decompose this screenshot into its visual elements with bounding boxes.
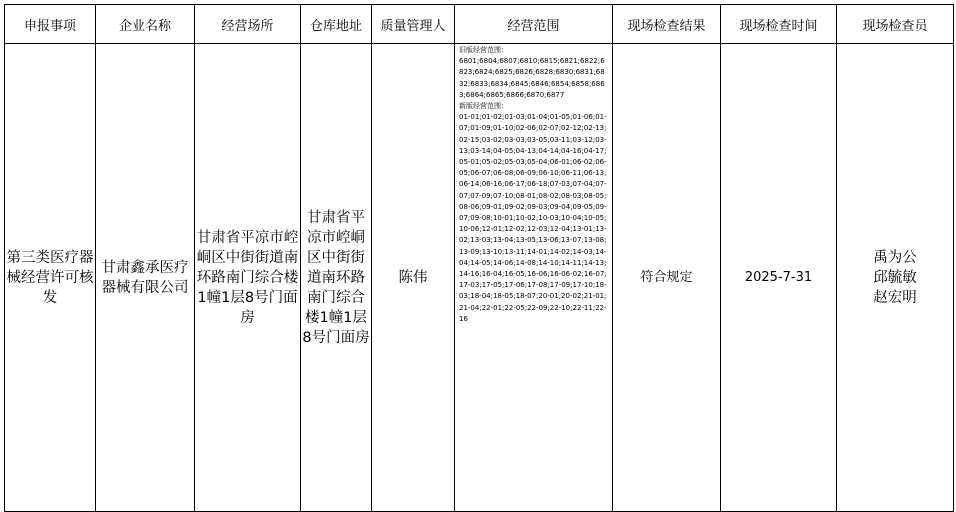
header-inspectors: 现场检查员 bbox=[837, 5, 954, 44]
table-row bbox=[5, 44, 954, 512]
inspector-name: 禹为公 bbox=[873, 249, 917, 266]
scope-old-codes: 6801;6804;6807;6810;6815;6821;6822;6823;6824;6825;6826;6828;6830;6831;6832;6833;6834;6845;6846;6854;6858;6863;6864;6865;6866;6870;6877 bbox=[459, 57, 605, 99]
header-company: 企业名称 bbox=[96, 5, 195, 44]
header-date: 现场检查时间 bbox=[721, 5, 837, 44]
inspector-name: 邱毓敏 bbox=[873, 269, 917, 286]
header-scope: 经营范围 bbox=[455, 5, 613, 44]
cell-location: 甘肃省平凉市崆峒区中街街道南环路南门综合楼1幢1层8号门面房 bbox=[195, 44, 301, 512]
scope-new-title: 新版经营范围： bbox=[459, 102, 508, 111]
cell-manager: 陈伟 bbox=[372, 44, 455, 512]
cell-result: 符合规定 bbox=[613, 44, 721, 512]
header-result: 现场检查结果 bbox=[613, 5, 721, 44]
header-warehouse: 仓库地址 bbox=[301, 5, 372, 44]
cell-inspectors bbox=[837, 44, 954, 512]
cell-scope bbox=[455, 44, 613, 512]
inspector-name: 赵宏明 bbox=[873, 289, 917, 306]
inspection-table bbox=[4, 4, 954, 512]
header-item: 申报事项 bbox=[5, 5, 96, 44]
cell-date: 2025-7-31 bbox=[721, 44, 837, 512]
scope-new-codes: 01-01;01-02;01-03;01-04;01-05;01-06;01-07;01-09;01-10;02-06;02-07;02-12;02-13;02-15;03-02;03-03;03-05;03-11;03-12;03-13;03-14;04-05;04-13;04-14;04-16;04-17;05-01;05-02;05-03;05-04;06-01;06-02;06-05;06-07;06-08;06-09;06-10;06-11;06-13;06-14;06-16;06-17;06-18;07-03;07-04;07-07;07-09;07-10;08-01;08-02;08-03;08-05;08-06;09-01;09-02;09-03;09-04;09-05;09-07;09-08;10-01;10-02;10-03;10-04;10-05;10-06;12-01;12-02;12-03;12-04;13-01;13-02;13-03;13-04;13-05;13-06;13-07;13-08;13-09;13-10;13-11;14-01;14-02;14-03;14-04;14-05;14-06;14-08;14-10;14-11;14-13;14-16;16-04;16-05;16-06;16-06-02;16-07;17-03;17-05;17-06;17-08;17-09;17-10;18-03;18-04;18-05;18-07;20-01;20-02;21-01;21-04;22-01;22-05;22-09;22-10;22-11;22-16 bbox=[459, 113, 607, 323]
header-location: 经营场所 bbox=[195, 5, 301, 44]
cell-warehouse: 甘肃省平凉市崆峒区中街街道南环路南门综合楼1幢1层8号门面房 bbox=[301, 44, 372, 512]
header-row bbox=[5, 5, 954, 44]
scope-old-title: 旧版经营范围： bbox=[459, 46, 508, 54]
header-manager: 质量管理人 bbox=[372, 5, 455, 44]
cell-company: 甘肃鑫承医疗器械有限公司 bbox=[96, 44, 195, 512]
cell-item: 第三类医疗器械经营许可核发 bbox=[5, 44, 96, 512]
